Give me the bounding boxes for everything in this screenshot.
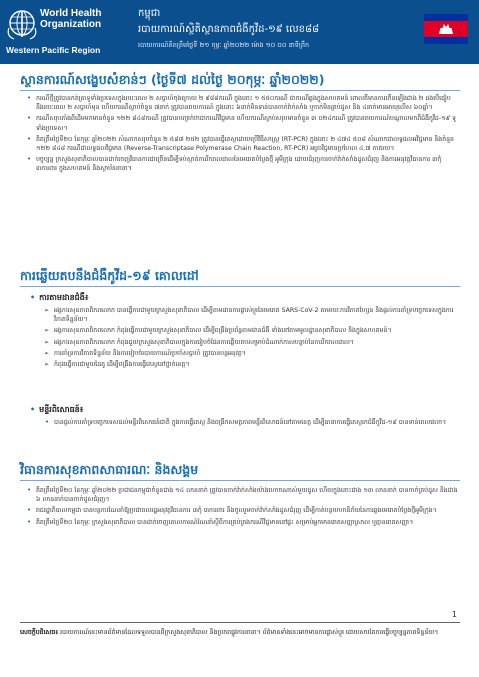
list-item: ➢ អង្គការសុខភាពពិភពលោក បានធ្វើការជាមួយក្រសួងសុខាភិបាល ដើម្បីតាមដានការផ្លាស់ប្តូរនៃមេរោគ SARS-CoV-2 តាមរយៈការវិភាគហ្សែន និងផ្តល់ការគាំទ្របច្ចេកទេសក្នុងការវិភាគទិន្នន័យ។ (44, 306, 458, 324)
report-title: របាយការណ៍ស្ថិតិស្ថានភាពជំងឺកូវីដ-១៩ លេខ៨៨ (138, 24, 320, 35)
section-response-title: ការឆ្លើយតបនឹងជំងឺកូវីដ-១៩ គោលដៅ (20, 268, 199, 283)
divider (20, 480, 460, 481)
list-item: • គិតត្រឹមថ្ងៃទី២០ ខែកុម្ភៈ ឆ្នាំ២០២២ ប្រជាជនកម្ពុជាចំនួនជាង ១៤ លាននាក់ ត្រូវបានចាក់វ៉ាក់សាំងយ៉ាងហោចណាស់មួយដូស ហើយក្នុងនោះជាង ១៣ លាននាក់ បានចាក់គ្រប់ដូស និងជាង ៦ លាននាក់បានចាក់ដូសជំរុញ។ (26, 486, 458, 504)
list-item: ➢ អង្គការសុខភាពពិភពលោក កំពុងជួយក្រសួងសុខាភិបាលក្នុងការរៀបចំផែនការឆ្លើយតបសម្រាប់ដំណាក់កាលបន្ទាប់នៃការរីករាលដាល។ (44, 338, 458, 347)
footer-label: សេចក្តីបដិសេធ៖ (20, 629, 59, 636)
section-key-situation-title: ស្ថានការណ៍សង្ខេបសំខាន់ៗ (ថ្ងៃទី៧ ដល់ថ្ងៃ ២០កុម្ភៈ ឆ្នាំ២០២២) (20, 72, 325, 87)
footer-text: របាយការណ៍នេះមានព័ត៌មានដែលទទួលបានពីក្រសួងសុខាភិបាល និងប្រភពផ្លូវការនានា។ ព័ត៌មានទាំងនេះអាចមានការផ្លាស់ប្តូរ ដោយសារតែការធ្វើបច្ចុប្បន្នភាពទិន្នន័យ។ (60, 629, 439, 636)
list-item: • ករណីសរុបតាំងពីដើមមកមានចំនួន ១២២ ៨៤៨ករណី ត្រូវបានបញ្ជាក់ថាជាករណីវិជ្ជមាន ហើយករណីស្លាប់សរុបមានចំនួន ៣ ០២៤ករណី ត្រូវបានរាយការណ៍បណ្តាលមកពីជំងឺកូវីដ-១៩ ទូទាំងប្រទេស។ (26, 114, 458, 132)
who-name-line2: Organization (40, 19, 102, 30)
who-logo-icon (6, 8, 38, 42)
list-item: • រាជរដ្ឋាភិបាលកម្ពុជា បានបន្តការណែនាំឱ្យប្រជាពលរដ្ឋអនុវត្តវិធានការ ៣កុំ ៣ការពារ និងចូលរួមចាក់វ៉ាក់សាំងដូសជំរុញ ដើម្បីកាត់បន្ថយហានិភ័យនៃការឆ្លងមេរោគបំប្លែងថ្មីអូមីក្រុង។ (26, 506, 458, 515)
footer-divider (20, 622, 460, 623)
footer-disclaimer (20, 628, 460, 637)
surveillance-list (44, 306, 458, 371)
list-item: ➢ កំពុងធ្វើការជាមួយដៃគូ ដើម្បីពង្រឹងការធ្វើតេស្តនៅថ្នាក់ខេត្ត។ (44, 360, 458, 369)
report-header (0, 0, 479, 64)
list-item: • ករណីថ្មីត្រូវបានកត់ត្រាទូទាំងប្រទេសក្នុងរយៈពេល ២ សប្តាហ៍ចុងក្រោយ ២ ៩៨៨ករណី ក្នុងនោះ ១ ៥៥០ករណី ជាករណីឆ្លងក្នុងសហគមន៍ ពោលគឺមានការកើនឡើងជាង ២ ដងបើធៀបនឹងរយៈពេល ២ សប្តាហ៍មុន ហើយករណីស្លាប់ចំនួន ៧នាក់ ត្រូវបានរាយការណ៍ ក្នុងនោះ ៦នាក់មិនទាន់បានចាក់វ៉ាក់សាំង ឬចាក់មិនគ្រប់ដូស និង ៤នាក់មានអាយុលើស ៦០ឆ្នាំ។ (26, 94, 458, 112)
key-situation-list (26, 94, 458, 176)
laboratory-list (44, 418, 458, 429)
public-health-list (26, 486, 458, 529)
who-name (40, 8, 101, 30)
divider (20, 286, 460, 287)
list-item: ➢ ការគាំទ្រការវិភាគទិន្នន័យ និងការរៀបចំរបាយការណ៍ប្រចាំសប្តាហ៍ ត្រូវបានបន្តអនុវត្ត។ (44, 349, 458, 358)
country-name: កម្ពុជា (138, 8, 161, 19)
laboratory-heading-label: មន្ទីរពិសោធន៍៖ (39, 405, 84, 414)
who-name-line1: World Health (40, 8, 102, 19)
list-item: • គិតត្រឹមថ្ងៃទី២០ ខែកុម្ភៈ ក្រសួងសុខាភិបាល បានដាក់ចេញគោលការណ៍ណែនាំស្តីពីការគ្រប់គ្រងករណីវិជ្ជមាននៅផ្ទះ សម្រាប់អ្នកមានរោគសញ្ញាស្រាល ឬគ្មានរោគសញ្ញា។ (26, 518, 458, 527)
region-name: Western Pacific Region (6, 45, 101, 55)
surveillance-heading-label: ការតាមដានជំងឺ៖ (39, 293, 89, 302)
list-item: • បានផ្តល់ការគាំទ្របច្ចេកទេសដល់មន្ទីរពិសោធន៍ជាតិ ក្នុងការធ្វើតេស្ត និងពង្រីកសមត្ថភាពមន្ទីរពិសោធន៍នៅតាមខេត្ត ដើម្បីធានាការធ្វើតេស្តរកជំងឺកូវីដ-១៩ បានទាន់ពេលវេលា។ (44, 418, 458, 427)
surveillance-heading: • ការតាមដានជំងឺ៖ (30, 293, 89, 302)
cambodia-flag-icon (424, 14, 468, 44)
list-item: • បច្ចុប្បន្ន ក្រសួងសុខាភិបាលបានដាក់ចេញវិធានការជាច្រើនដើម្បីទប់ស្កាត់ការរីករាលដាលនៃមេរោគបំប្លែងថ្មី អូមីក្រុង ដោយជំរុញការចាក់វ៉ាក់សាំងដូសជំរុញ និងការអនុវត្តវិធានការ ៣កុំ ៣ការពារ ក្នុងសហគមន៍ និងស្ថាប័ននានា។ (26, 155, 458, 173)
list-item: • គិតត្រឹមថ្ងៃទី២០ ខែកុម្ភៈ ឆ្នាំ២០២២ សំណាកសរុបចំនួន ២ ៥៨៧ ២៥២ ត្រូវបានធ្វើតេស្តដោយប្រើវិធីសាស្ត្រ (RT-PCR) ក្នុងនោះ ២ ៤៧៤ ៥០៨ សំណាកជាលទ្ធផលអវិជ្ជមាន និងចំនួន ១២២ ៨៤៨ ករណីជាលទ្ធផលវិជ្ជមាន (Reverse-Transcriptase Polymerase Chain Reaction, RT-PCR) អត្រាវិជ្ជមានប្រហែល ៤.៧ ភាគរយ។ (26, 135, 458, 153)
page-number: 1 (451, 610, 457, 619)
section-public-health-title: វិធានការសុខភាពសាធារណៈ និងសង្គម (20, 462, 199, 477)
laboratory-heading: • មន្ទីរពិសោធន៍៖ (30, 405, 84, 414)
report-subtitle: របាយការណ៍គិតត្រឹមថ្ងៃទី ២១ កុម្ភៈ ឆ្នាំ២០២២ ម៉ោង ១០ ០០ នាទីព្រឹក (138, 41, 310, 49)
divider (20, 90, 460, 91)
list-item: ➢ អង្គការសុខភាពពិភពលោក កំពុងធ្វើការជាមួយក្រសួងសុខាភិបាល ដើម្បីពង្រឹងប្រព័ន្ធតាមដានជំងឺ ទាំងនៅតាមមូលដ្ឋានសុខាភិបាល និងក្នុងសហគមន៍។ (44, 326, 458, 335)
